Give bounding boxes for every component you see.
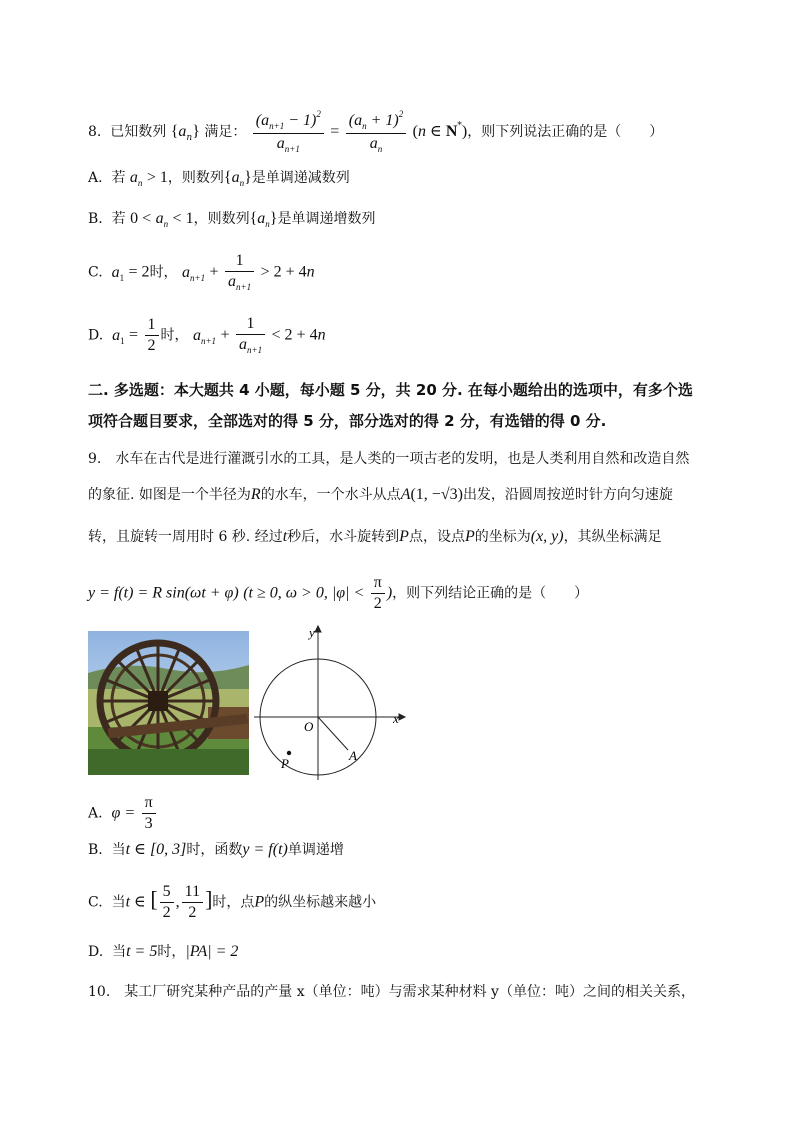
q9-option-c: C. 当t ∈ [ $\frac{5}{2}$ , $\frac{11}{2}$ ]时，点P的纵坐标越来越小 bbox=[88, 883, 377, 921]
origin-label: O bbox=[304, 719, 314, 734]
recurrence-lhs: $\frac{(a_{n+1} - 1)^2}{a_{n+1}}$ bbox=[253, 110, 324, 154]
unit-circle-figure bbox=[252, 620, 412, 782]
q8-option-c: C. $a_1 = 2$时， $a_{n+1}$ + $\frac{1}{a_{n+1}}$ > 2 + 4n bbox=[88, 252, 315, 292]
axis-x-label: x bbox=[393, 711, 399, 726]
circle-diagram bbox=[252, 620, 412, 782]
q9-line2: 的象征. 如图是一个半径为R的水车，一个水斗从点A(1, −√3)出发，沿圆周按逆时针方向匀速旋 bbox=[88, 486, 673, 503]
q10-line1: 10. 某工厂研究某种产品的产量 x（单位：吨）与需求某种材料 y（单位：吨）之间的相关关系， bbox=[88, 984, 695, 1000]
q9-option-d: D. 当t = 5时，|PA| = 2 bbox=[88, 943, 239, 960]
q9-option-b: B. 当t ∈ [0, 3]时，函数y = f(t)单调递增 bbox=[88, 841, 344, 858]
q9-option-a: A. φ = $\frac{\pi}{3}$ bbox=[88, 795, 158, 832]
water-wheel-image bbox=[88, 631, 249, 775]
q9-function: y = f(t) = R sin(ωt + φ) (t ≥ 0, ω > 0, |φ| < $\frac{\pi}{2}$ )，则下列结论正确的是（ ） bbox=[88, 574, 589, 612]
point-a-label: A bbox=[349, 748, 357, 763]
q8-stem: 8. 已知数列 $\{a_n\}$ 满足： $\frac{(a_{n+1} - 1)^2}{a_{n+1}}$ = $\frac{(a_n + 1)^2}{a_n}$ (n ∈ N*)，则下列说法正确的是（ ） bbox=[88, 109, 664, 154]
water-wheel-photo bbox=[88, 631, 249, 775]
point-p-marker bbox=[287, 751, 291, 755]
section2-line2: 项符合题目要求，全部选对的得 5 分，部分选对的得 2 分，有选错的得 0 分. bbox=[88, 412, 607, 430]
recurrence-rhs: $\frac{(a_n + 1)^2}{a_n}$ bbox=[346, 110, 406, 154]
q8-option-a: A. 若 $a_n > 1$，则数列$\{a_n\}$是单调递减数列 bbox=[88, 169, 350, 188]
axis-y-label: y bbox=[309, 625, 315, 640]
q9-line3: 转，且旋转一周用时 6 秒. 经过t秒后，水斗旋转到P点，设点P的坐标为(x, y)，其纵坐标满足 bbox=[88, 528, 662, 545]
q8-option-b: B. 若 $0 < a_n < 1$，则数列$\{a_n\}$是单调递增数列 bbox=[88, 210, 376, 229]
q8-option-d: D. $a_1$ = $\frac{1}{2}$ 时， $a_{n+1}$ + $\frac{1}{a_{n+1}}$ < 2 + 4n bbox=[88, 315, 326, 355]
q9-line1: 9. 水车在古代是进行灌溉引水的工具，是人类的一项古老的发明，也是人类利用自然和改造自然 bbox=[88, 451, 690, 467]
point-p-label: P bbox=[281, 756, 289, 771]
section2-line1: 二. 多选题：本大题共 4 小题，每小题 5 分，共 20 分. 在每小题给出的选项中，有多个选 bbox=[88, 381, 693, 399]
seq-brace: { bbox=[170, 123, 179, 140]
